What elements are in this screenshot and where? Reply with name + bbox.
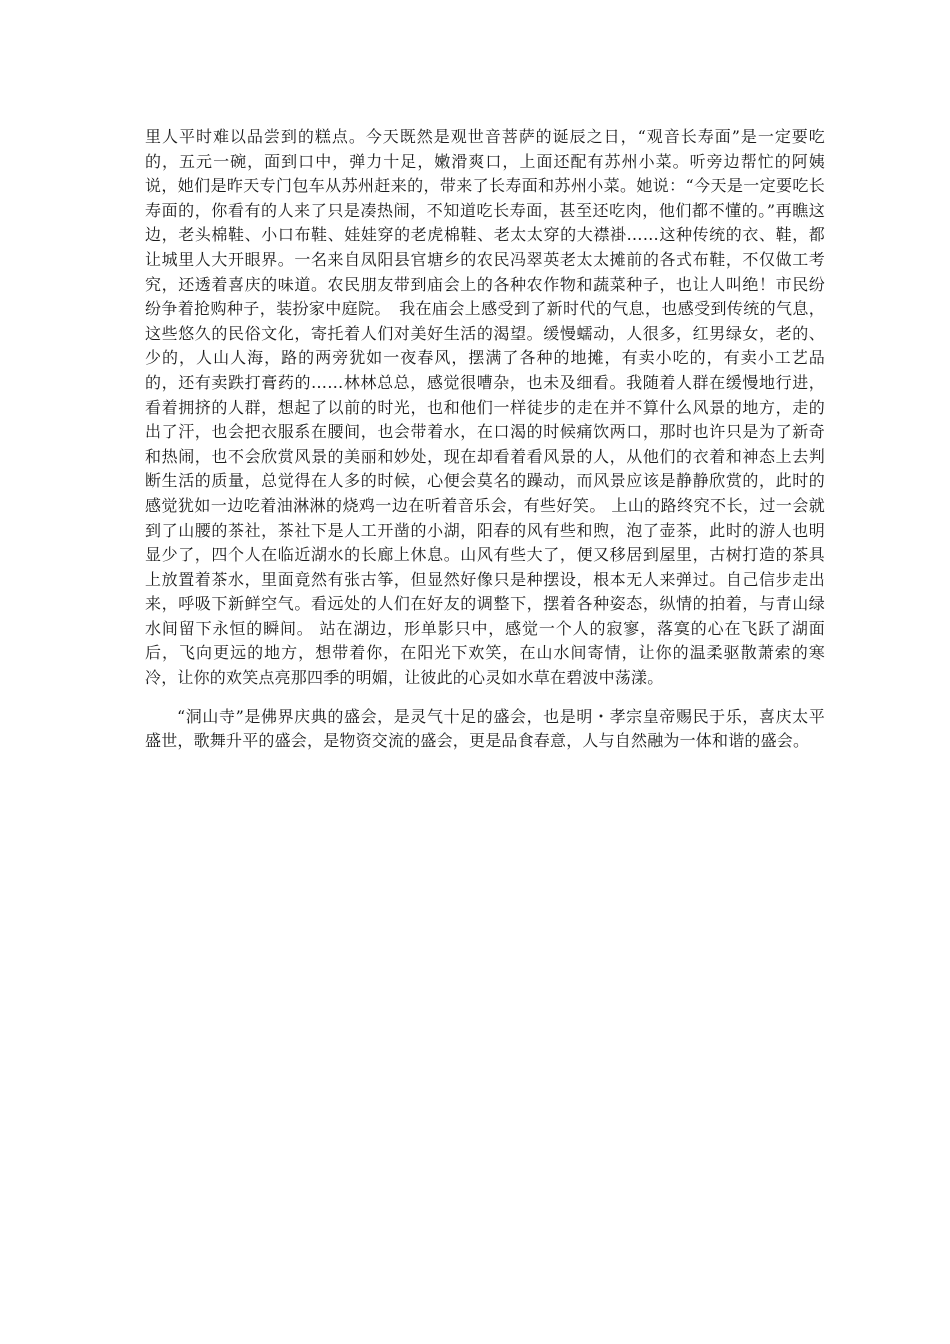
paragraph-temple-fair-narrative: 里人平时难以品尝到的糕点。今天既然是观世音菩萨的诞辰之日，“观音长寿面”是一定要吃的，五元一碗，面到口中，弹力十足，嫩滑爽口，上面还配有苏州小菜。听旁边帮忙的阿姨说，她们是昨天专门包车从苏州赶来的，带来了长寿面和苏州小菜。她说：“今天是一定要吃长寿面的，你看有的人来了只是凑热闹，不知道吃长寿面，甚至还吃肉，他们都不懂的。”再瞧这边，老头棉鞋、小口布鞋、娃娃穿的老虎棉鞋、老太太穿的大襟褂……这种传统的衣、鞋，都让城里人大开眼界。一名来自凤阳县官塘乡的农民冯翠英老太太摊前的各式布鞋，不仅做工考究，还透着喜庆的味道。农民朋友带到庙会上的各种农作物和蔬菜种子，也让人叫绝！市民纷纷争着抢购种子，装扮家中庭院。 我在庙会上感受到了新时代的气息，也感受到传统的气息，这些悠久的民俗文化，寄托着人们对美好生活的渴望。缓慢蠕动，人很多，红男绿女，老的、少的，人山人海，路的两旁犹如一夜春风，摆满了各种的地摊，有卖小吃的，有卖小工艺品的，还有卖跌打膏药的……林林总总，感觉很嘈杂，也未及细看。我随着人群在缓慢地行进，看着拥挤的人群，想起了以前的时光，也和他们一样徒步的走在并不算什么风景的地方，走的出了汗，也会把衣服系在腰间，也会带着水，在口渴的时候痛饮两口，那时也许只是为了新奇和热闹，也不会欣赏风景的美丽和妙处，现在却看着看风景的人，从他们的衣着和神态上去判断生活的质量，总觉得在人多的时候，心便会莫名的躁动，而风景应该是静静欣赏的，此时的感觉犹如一边吃着油淋淋的烧鸡一边在听着音乐会，有些好笑。 上山的路终究不长，过一会就到了山腰的茶社，茶社下是人工开凿的小湖，阳春的风有些和煦，泡了壶茶，此时的游人也明显少了，四个人在临近湖水的长廊上休息。山风有些大了，便又移居到屋里，古树打造的茶具上放置着茶水，里面竟然有张古筝，但显然好像只是种摆设，根本无人来弹过。自己信步走出来，呼吸下新鲜空气。看远处的人们在好友的调整下，摆着各种姿态，纵情的拍着，与青山绿水间留下永恒的瞬间。 站在湖边，形单影只中，感觉一个人的寂寥，落寞的心在飞跃了湖面后，飞向更远的地方，想带着你，在阳光下欢笑，在山水间寄情，让你的温柔驱散萧索的寒冷，让你的欢笑点亮那四季的明媚，让彼此的心灵如水草在碧波中荡漾。 <box>145 127 825 688</box>
document-body <box>145 125 825 754</box>
paragraph-dongshan-temple-summary: “洞山寺”是佛界庆典的盛会，是灵气十足的盛会，也是明・孝宗皇帝赐民于乐，喜庆太平盛世，歌舞升平的盛会，是物资交流的盛会，更是品食春意，人与自然融为一体和谐的盛会。 <box>145 706 825 751</box>
